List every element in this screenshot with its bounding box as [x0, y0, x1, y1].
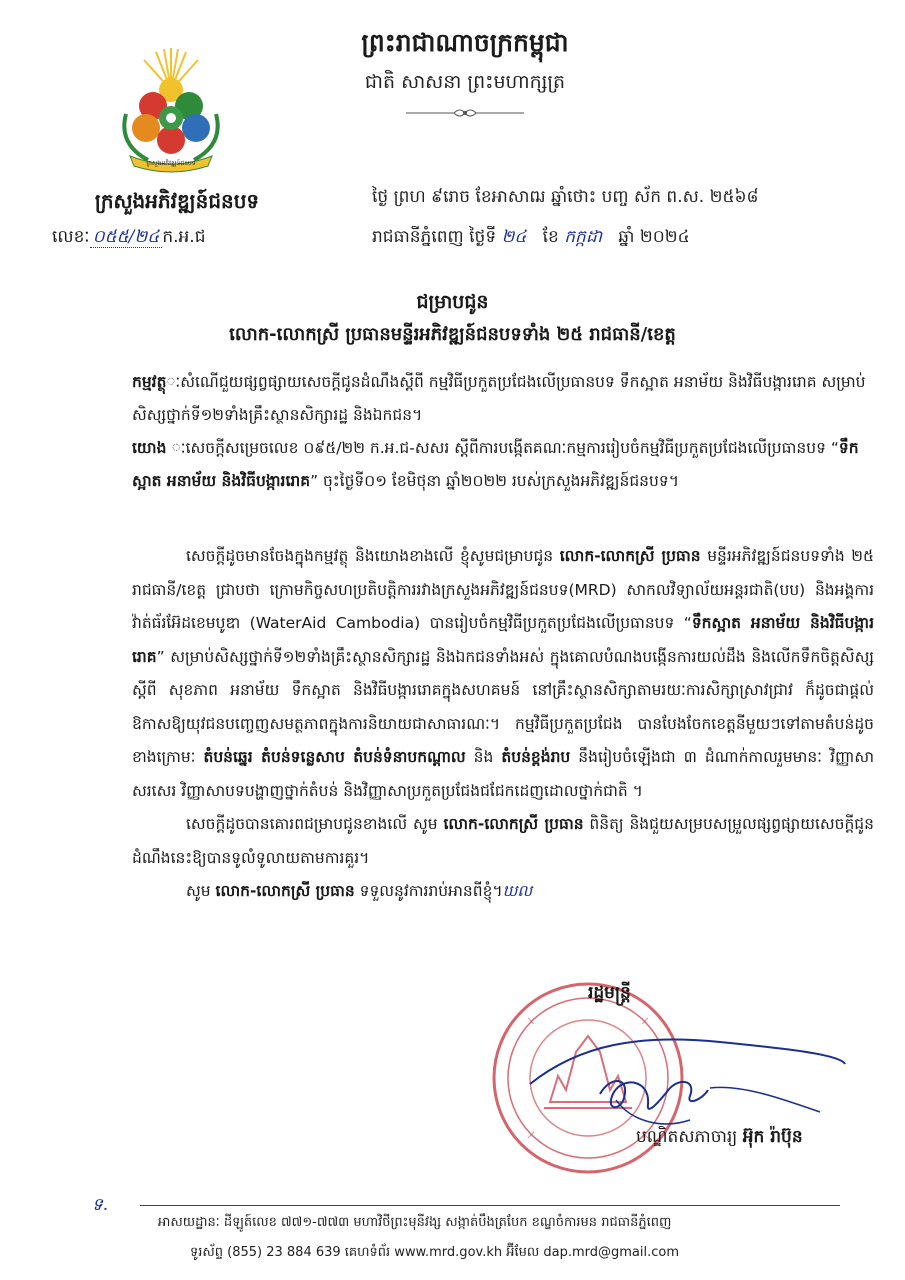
reference-block — [132, 432, 872, 498]
reference-text-a: ៈសេចក្ដីសម្រេចលេខ ០៩៥/២២ ក.អ.ជ-សសរ ស្ដីពីការបង្កើតគណៈកម្មការរៀបចំកម្មវិធីប្រកួតប្រជែងលើប្រធានបទ “ — [185, 439, 839, 457]
ref-number: ០៥៥/២៤ — [90, 227, 163, 248]
ornament-divider-icon — [404, 106, 526, 120]
p2-text-b: លោក-លោកស្រី ប្រធាន — [443, 815, 584, 833]
subject-label: កម្មវត្ថុ — [132, 373, 167, 391]
date-month-label: ខែ — [542, 227, 559, 247]
signatory-prefix: បណ្ឌិតសភាចារ្យ — [636, 1127, 743, 1147]
ref-prefix: លេខៈ — [52, 227, 90, 247]
p1-text-g: និង — [465, 748, 502, 766]
subject-block — [132, 366, 872, 432]
p1-text-e: ” សម្រាប់សិស្សថ្នាក់ទី១២ទាំងគ្រឹះស្ថានសិក្សារដ្ឋ និងឯកជនទាំងអស់ ក្នុងគោលបំណងបង្កើនការយល់ដឹង និងលើកទឹកចិត្តសិស្ស ស្ដីពី សុខភាព អនាម័យ ទឹកស្អាត និងវិធីបង្ការរោគក្នុងសហគមន៍ នៅគ្រឹះស្ថានសិក្សាតាមរយៈការសិក្សាស្រាវជ្រាវ ក៏ដូចជាផ្ដល់ឱកាសឱ្យយុវជនបញ្ចេញសមត្ថភាពក្នុងការនិយាយជាសាធារណៈ។ កម្មវិធីប្រកួតប្រជែង បានបែងចែកខេត្តនីមួយៗទៅតាមតំបន់ដូចខាងក្រោមៈ — [132, 647, 874, 766]
paragraph-1 — [132, 540, 874, 808]
reference-text-c: ” ចុះថ្ងៃទី០១ ខែមិថុនា ឆ្នាំ២០២២ របស់ក្រសួងអភិវឌ្ឍន៍ជនបទ។ — [310, 472, 679, 490]
national-motto: ជាតិ សាសនា ព្រះមហាក្សត្រ — [364, 71, 566, 93]
to-label: ជម្រាបជូន — [416, 291, 489, 313]
footer-divider — [140, 1205, 840, 1206]
p1-text-b: លោក-លោកស្រី ប្រធាន — [559, 547, 701, 565]
paragraph-3 — [132, 875, 874, 909]
p2-text-a: សេចក្ដីដូចបានគោរពជម្រាបជូនខាងលើ សូម — [186, 815, 444, 833]
paragraph-2 — [132, 808, 874, 875]
signatory-name — [636, 1126, 803, 1151]
p1-text-h: តំបន់ខ្ពង់រាប — [501, 748, 571, 766]
p1-text-a: សេចក្ដីដូចមានចែងក្នុងកម្មវត្ថុ និងយោងខាងលើ ខ្ញុំសូមជម្រាបជូន — [186, 547, 560, 565]
date-place: រាជធានីភ្នំពេញ ថ្ងៃទី — [372, 227, 497, 247]
letter-body — [132, 540, 874, 909]
lunar-date: ថ្ងៃ ព្រហ ៩រោច ខែអាសាឍ ឆ្នាំថោះ បញ្ច ស័ក ព.ស. ២៥៦៨ — [372, 187, 759, 207]
ref-suffix: ក.អ.ជ — [162, 227, 206, 247]
p1-text-f: តំបន់ឆ្នេរ តំបន់ទន្លេសាប តំបន់ទំនាបកណ្ដាល — [203, 748, 466, 766]
kingdom-heading: ព្រះរាជាណាចក្រកម្ពុជា — [361, 28, 569, 57]
reference-text-b: ទឹកស្អាត អនាម័យ និងវិធីបង្ការរោគ — [132, 439, 859, 490]
footer-contact: ទូរស័ព្ទ (855) 23 884 639 គេហទំព័រ www.mrd.gov.kh អ៊ីមែល dap.mrd@gmail.com — [190, 1245, 680, 1260]
date-day: ២៤ — [501, 227, 527, 247]
drafter-initials: ទ. — [92, 1195, 109, 1215]
date-year: ២០២៤ — [639, 227, 690, 247]
ministry-logo-icon — [108, 44, 234, 174]
p3-text-c: ទទួលនូវការរាប់អានពីខ្ញុំ។ — [354, 882, 503, 900]
logo-banner-text: ក្រសួងអភិវឌ្ឍន៍ជនបទ — [146, 160, 196, 167]
p1-text-c: មន្ទីរអភិវឌ្ឍន៍ជនបទទាំង ២៥ រាជធានី/ខេត្ត ជ្រាបថា ក្រោមកិច្ចសហប្រតិបត្តិការរវាងក្រសួងអភិវឌ្ឍន៍ជនបទ(MRD) សាកលវិទ្យាល័យអន្តរជាតិ(បប) និងអង្គការវ៉ាត់ធ័រអ៊ែដខេមបូឌា (WaterAid Cambodia) បានរៀបចំកម្មវិធីប្រកួតប្រជែងលើប្រធានបទ “ — [132, 547, 874, 632]
addressee: លោក-លោកស្រី ប្រធានមន្ទីរអភិវឌ្ឍន៍ជនបទទាំង ២៥ រាជធានី/ខេត្ត — [229, 324, 676, 345]
ministry-name: ក្រសួងអភិវឌ្ឍន៍ជនបទ — [94, 189, 260, 213]
date-month: កក្កដា — [564, 227, 603, 247]
signatory-title: រដ្ឋមន្ត្រី — [588, 983, 631, 1003]
p3-handwritten-mark: ឃល — [502, 882, 533, 900]
p1-text-i: នឹងរៀបចំឡើងជា ៣ ដំណាក់កាលរួមមានៈ វិញ្ញាសាសរសេរ វិញ្ញាសាបទបង្ហាញថ្នាក់តំបន់ និងវិញ្ញាសាប្រកួតប្រជែងជជែកដេញដោលថ្នាក់ជាតិ ។ — [132, 748, 874, 800]
date-year-label: ឆ្នាំ — [618, 227, 635, 247]
p2-text-c: ពិនិត្យ និងជួយសម្របសម្រួលផ្សព្វផ្សាយសេចក្ដីជូនដំណឹងនេះឱ្យបានទូលំទូលាយតាមការគួរ។ — [132, 815, 874, 867]
subject-text: ៈសំណើជួយផ្សព្វផ្សាយសេចក្ដីជូនដំណឹងស្ដីពី កម្មវិធីប្រកួតប្រជែងលើប្រធានបទ ទឹកស្អាត អនាម័យ និងវិធីបង្ការរោគ សម្រាប់សិស្សថ្នាក់ទី១២ទាំងគ្រឹះស្ថានសិក្សារដ្ឋ និងឯកជន។ — [132, 373, 866, 424]
solar-date — [372, 226, 690, 251]
footer-address: អាសយដ្ឋានៈ ដីឡូត៍លេខ ៧៧១-៧៧៣ មហាវិថីព្រះមុនីវង្ស សង្កាត់បឹងត្របែក ខណ្ឌចំការមន រាជធានីភ្នំពេញ — [158, 1215, 672, 1230]
p1-text-d: ទឹកស្អាត អនាម័យ និងវិធីបង្ការរោគ — [132, 614, 874, 666]
reference-number-line — [52, 226, 206, 251]
reference-label: យោង — [132, 439, 167, 457]
signatory-fullname: អ៊ុក រ៉ាប៊ុន — [742, 1127, 803, 1147]
p3-text-b: លោក-លោកស្រី ប្រធាន — [215, 882, 355, 900]
p3-text-a: សូម — [186, 882, 216, 900]
